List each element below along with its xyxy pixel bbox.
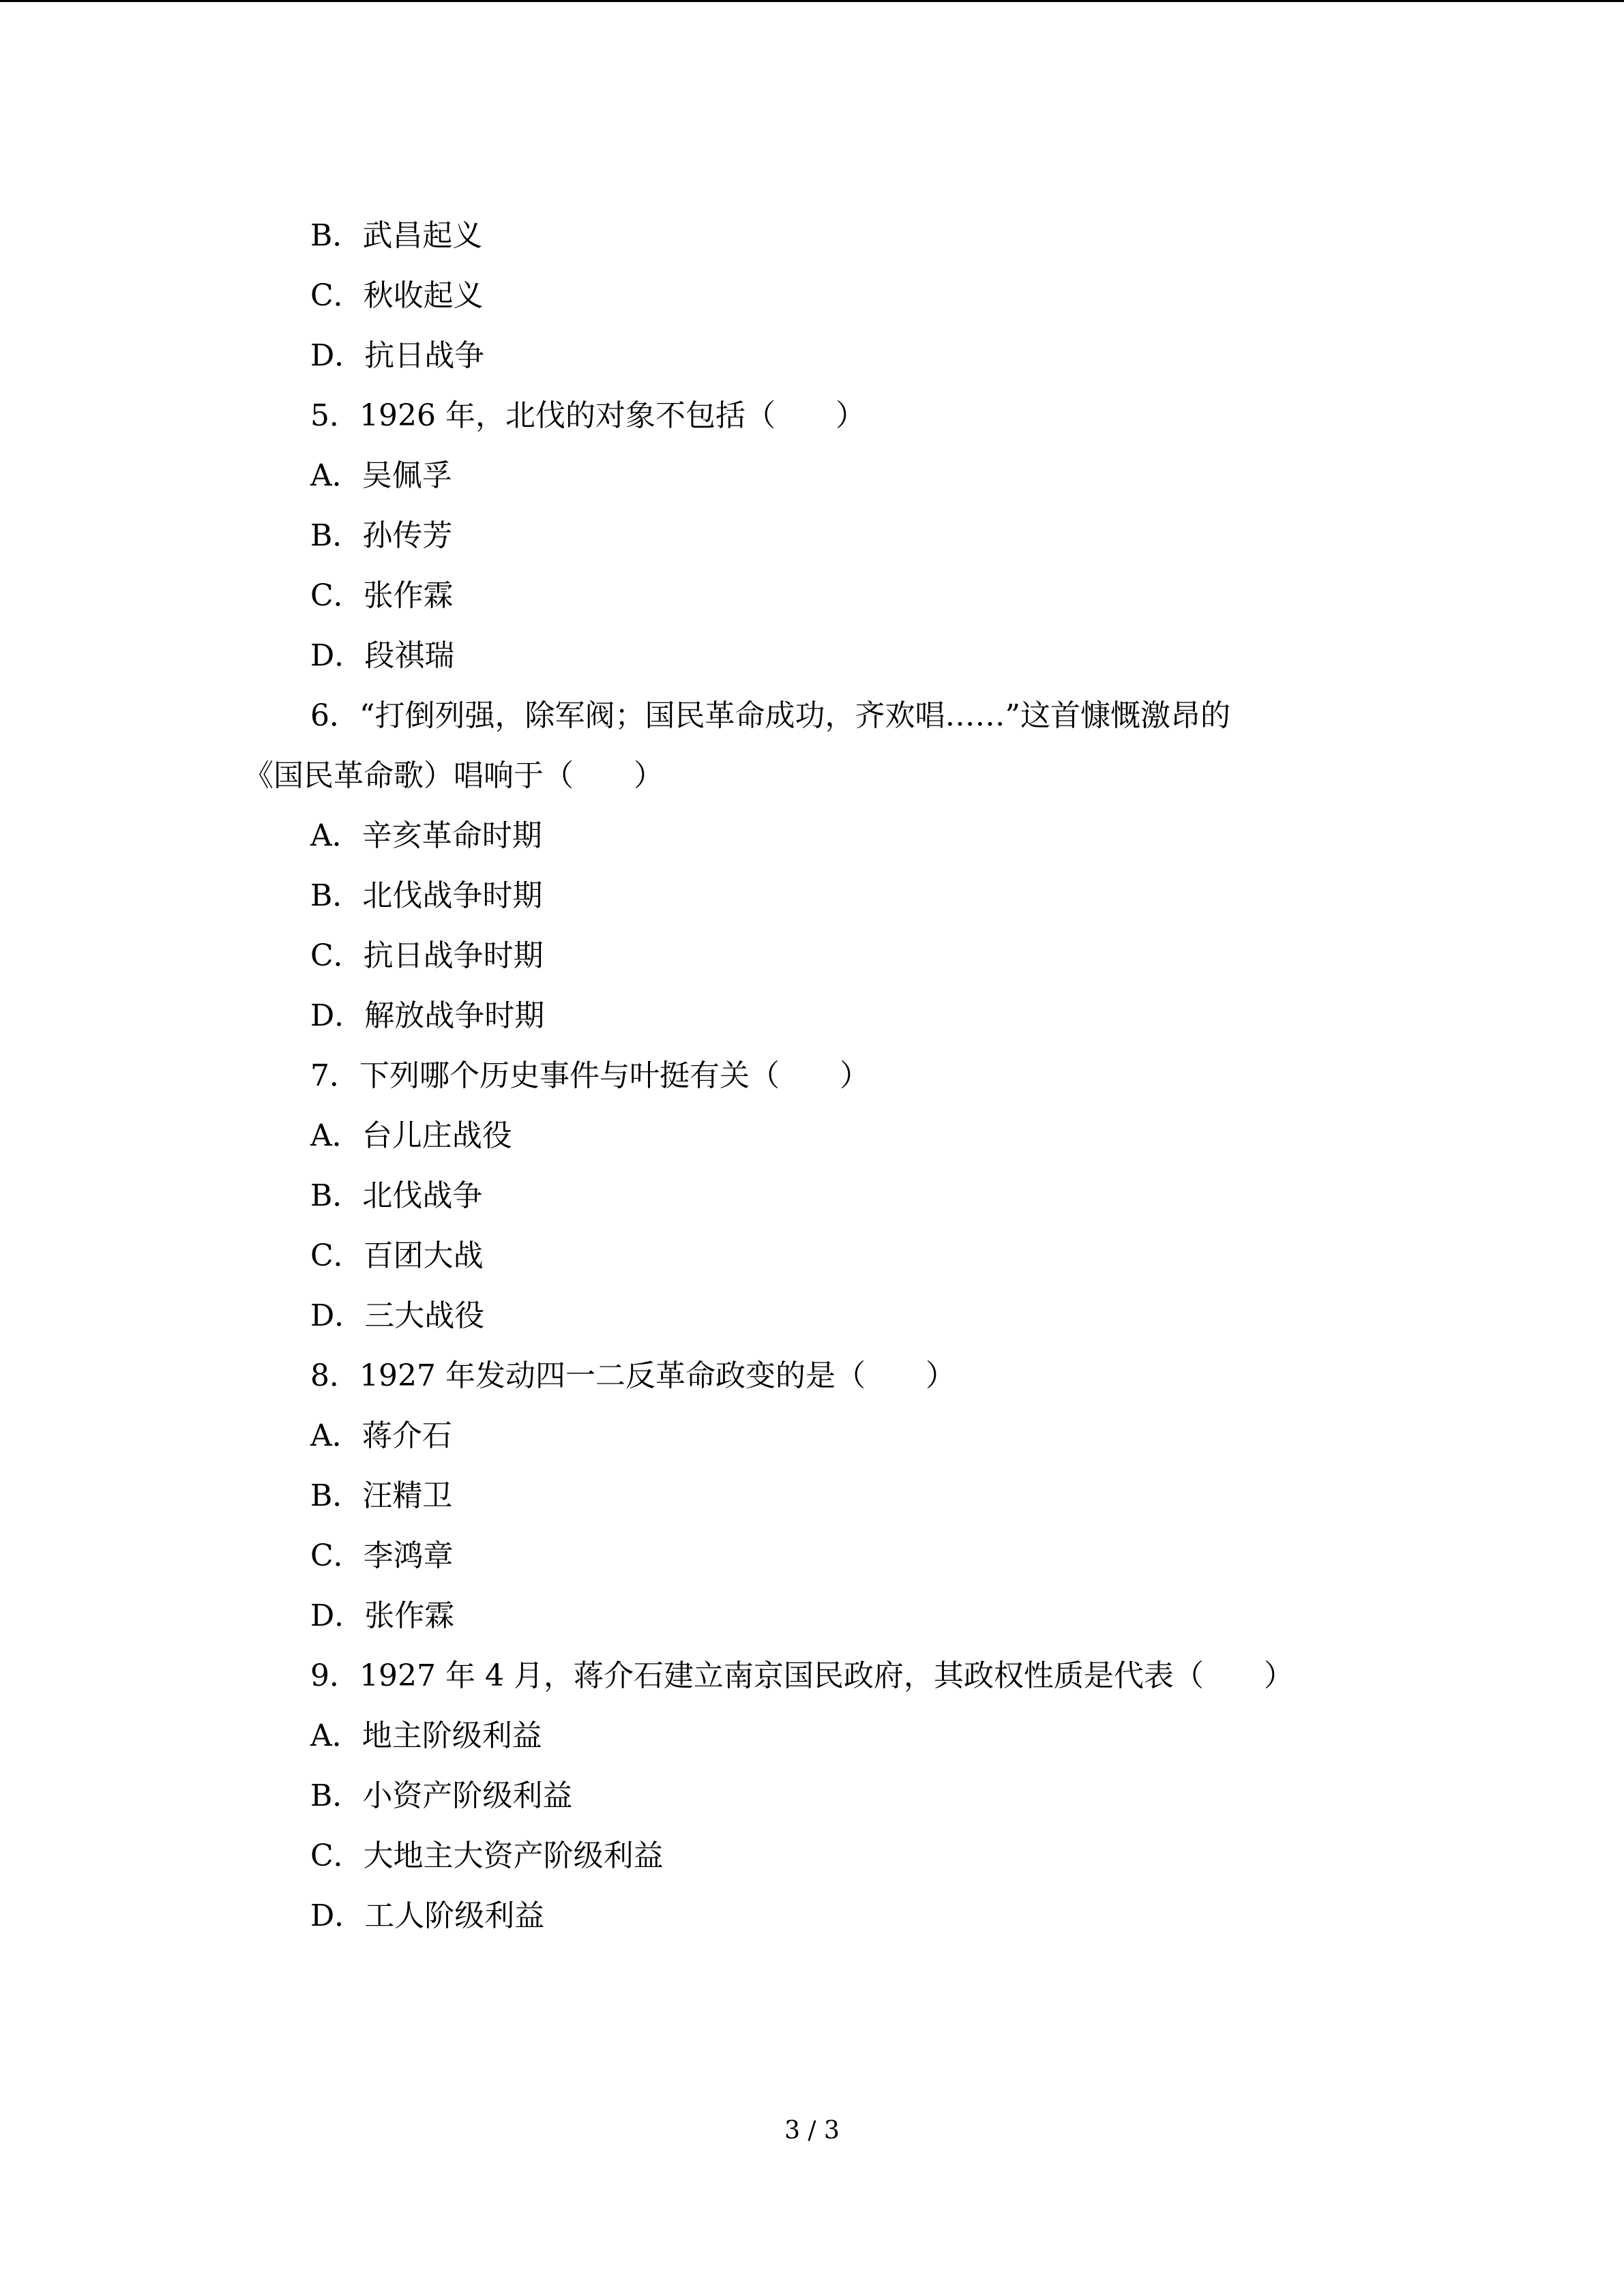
document-line: B．汪精卫 <box>310 1478 453 1513</box>
document-line: A．地主阶级利益 <box>310 1718 542 1753</box>
document-line: 6．“打倒列强，除军阀；国民革命成功，齐欢唱……”这首慷慨激昂的 <box>310 698 1230 733</box>
document-line: B．武昌起义 <box>310 218 483 253</box>
document-line: A．辛亥革命时期 <box>310 818 542 853</box>
document-line: D．三大战役 <box>310 1298 485 1333</box>
document-line: D．段祺瑞 <box>310 638 455 673</box>
page-number: 3 / 3 <box>784 2117 840 2145</box>
document-line: A．台儿庄战役 <box>310 1118 512 1153</box>
document-line: C．张作霖 <box>310 578 454 613</box>
document-line: B．孙传芳 <box>310 518 453 553</box>
document-line: D．张作霖 <box>310 1598 455 1633</box>
document-line: C．大地主大资产阶级利益 <box>310 1838 664 1873</box>
document-line: D．解放战争时期 <box>310 998 545 1033</box>
document-line: D．抗日战争 <box>310 338 485 373</box>
document-line: A．吴佩孚 <box>310 458 452 493</box>
document-line: B．小资产阶级利益 <box>310 1778 573 1813</box>
document-line: C．抗日战争时期 <box>310 938 544 973</box>
document-line: 5．1926 年，北伐的对象不包括（ ） <box>310 398 866 433</box>
document-body <box>243 206 1389 1946</box>
document-line: D．工人阶级利益 <box>310 1898 545 1933</box>
document-line: 《国民革命歌）唱响于（ ） <box>243 758 664 793</box>
document-line: B．北伐战争 <box>310 1178 483 1213</box>
document-line: B．北伐战争时期 <box>310 878 543 913</box>
document-line: A．蒋介石 <box>310 1418 452 1453</box>
document-line: 7．下列哪个历史事件与叶挺有关（ ） <box>310 1058 870 1093</box>
document-line: C．百团大战 <box>310 1238 484 1273</box>
page-top-border <box>0 0 1624 2</box>
document-line: C．秋收起义 <box>310 278 484 313</box>
document-line: 8．1927 年发动四一二反革命政变的是（ ） <box>310 1358 956 1393</box>
document-line: 9．1927 年 4 月，蒋介石建立南京国民政府，其政权性质是代表（ ） <box>310 1658 1294 1693</box>
document-line: C．李鸿章 <box>310 1538 454 1573</box>
